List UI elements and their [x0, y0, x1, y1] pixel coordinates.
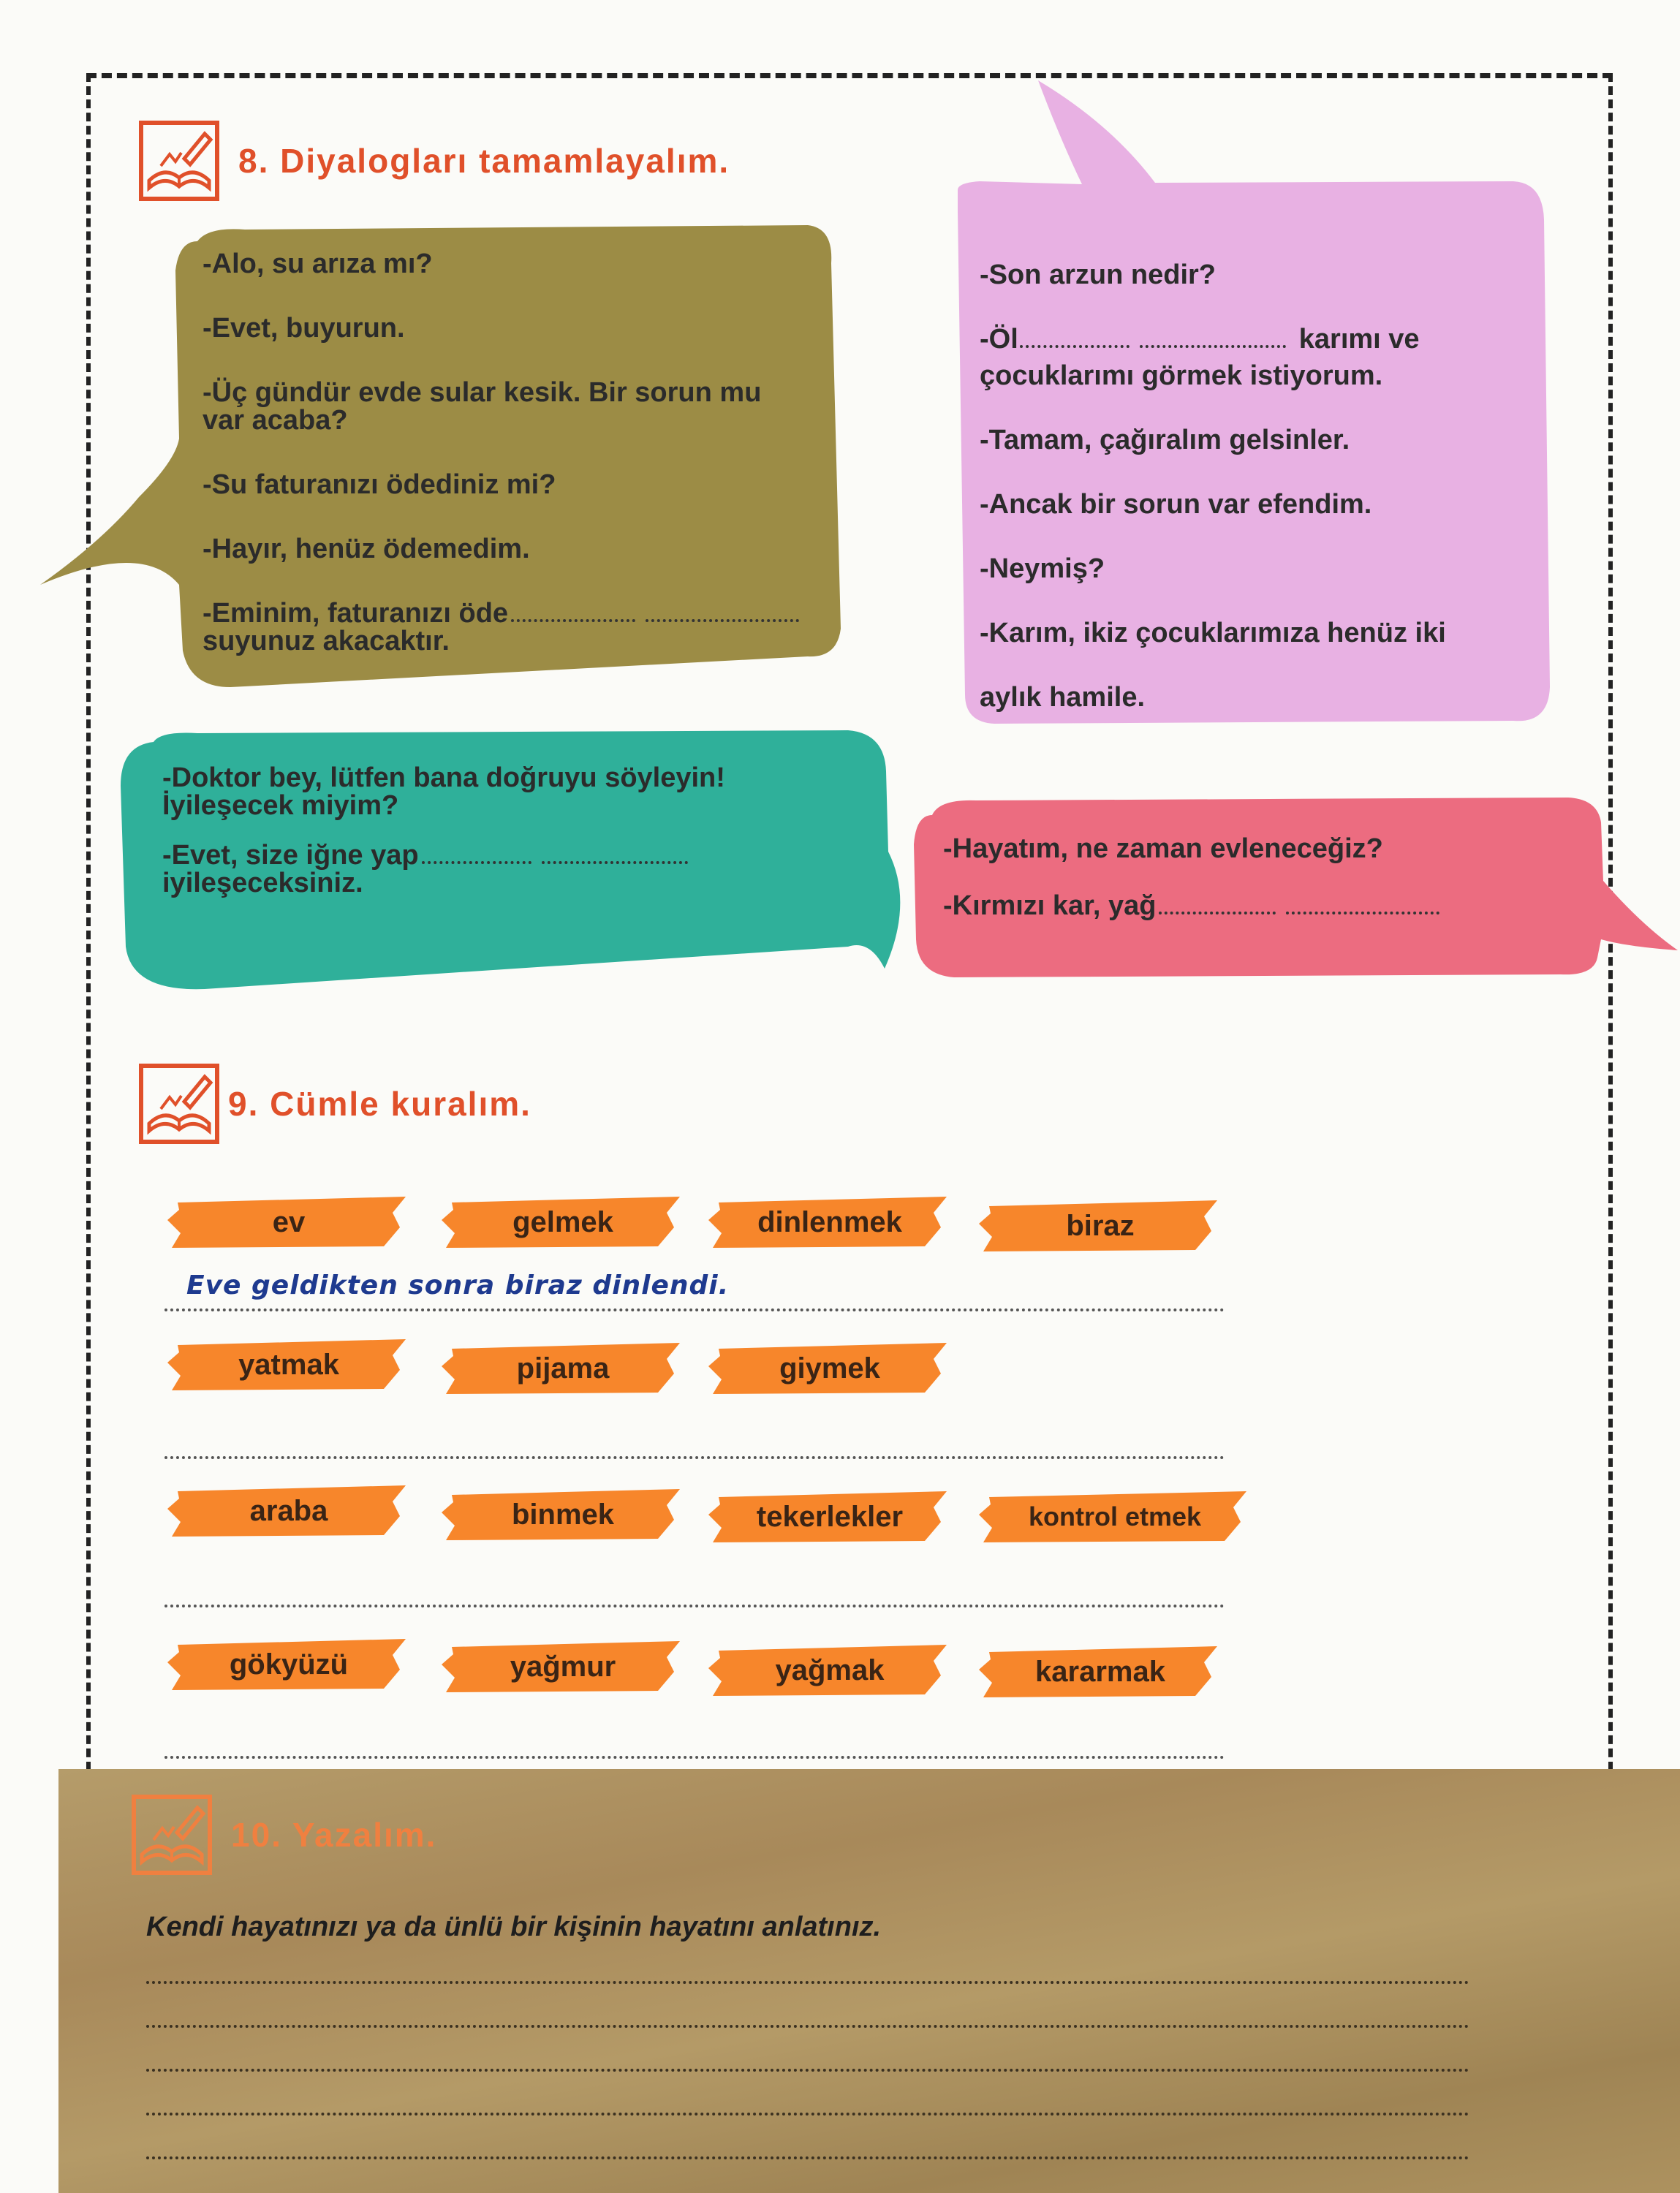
section-10-title: 10. Yazalım.: [231, 1816, 437, 1854]
word-chip: [976, 1199, 1225, 1253]
red-line-2: -Kırmızı kar, yağ: [943, 890, 1157, 921]
word-chip: [705, 1341, 954, 1395]
writing-book-icon: [132, 1795, 212, 1875]
section-10-header: [132, 1795, 436, 1875]
writing-line[interactable]: [146, 2156, 1469, 2159]
word-chip-label: yağmak: [775, 1654, 885, 1686]
teal-line-1: -Doktor bey, lütfen bana doğruyu söyleyin!: [162, 762, 725, 793]
word-chip-label: pijama: [516, 1352, 610, 1385]
olive-line-4: var acaba?: [203, 405, 348, 436]
writing-line[interactable]: [146, 2069, 1469, 2072]
teal-line-3: -Evet, size iğne yap: [162, 840, 419, 871]
olive-line-3: -Üç gündür evde sular kesik. Bir sorun mu: [203, 377, 762, 408]
answer-line[interactable]: [164, 1456, 1225, 1459]
answer-blank[interactable]: [542, 854, 688, 864]
writing-line[interactable]: [146, 1981, 1469, 1984]
word-chip: [976, 1490, 1254, 1544]
answer-blank[interactable]: [511, 612, 635, 622]
word-chip-label: gelmek: [512, 1205, 613, 1238]
olive-line-8: suyunuz akacaktır.: [203, 626, 450, 656]
word-chip: [705, 1490, 954, 1544]
answer-blank[interactable]: [1286, 904, 1439, 914]
word-chip: [164, 1637, 413, 1692]
answer-blank[interactable]: [1140, 338, 1286, 348]
writing-book-icon: [139, 1064, 219, 1144]
pink-line-3: çocuklarımı görmek istiyorum.: [980, 360, 1383, 391]
word-chip-label: kararmak: [1035, 1655, 1165, 1688]
answer-blank[interactable]: [1020, 338, 1130, 348]
word-chip: [705, 1195, 954, 1249]
section-9-header: [139, 1064, 531, 1144]
pink-line-2b: karımı ve: [1298, 324, 1420, 355]
writing-instruction: Kendi hayatınızı ya da ünlü bir kişinin hayatını anlatınız.: [146, 1912, 882, 1942]
teal-line-4: iyileşeceksiniz.: [162, 868, 363, 898]
answer-line[interactable]: [164, 1605, 1225, 1607]
pink-line-4: -Tamam, çağıralım gelsinler.: [980, 425, 1350, 455]
word-chip-label: binmek: [511, 1498, 615, 1531]
answer-blank[interactable]: [1159, 904, 1276, 914]
word-chip: [164, 1484, 413, 1538]
word-chip-label: tekerlekler: [756, 1500, 904, 1533]
teal-line-2: İyileşecek miyim?: [162, 790, 399, 821]
word-chip-label: dinlenmek: [757, 1205, 902, 1238]
section-9-title: 9. Cümle kuralım.: [228, 1085, 531, 1123]
word-chip: [705, 1643, 954, 1697]
pink-line-7: -Karım, ikiz çocuklarımıza henüz iki: [980, 618, 1446, 648]
olive-line-2: -Evet, buyurun.: [203, 313, 405, 344]
word-chip-label: kontrol etmek: [1028, 1501, 1202, 1531]
section-8-header: [139, 121, 730, 201]
word-chip-label: araba: [249, 1494, 328, 1527]
olive-line-7: -Eminim, faturanızı öde: [203, 598, 509, 629]
pink-line-1: -Son arzun nedir?: [980, 260, 1216, 290]
word-chip: [164, 1195, 413, 1249]
pink-line-8: aylık hamile.: [980, 682, 1146, 713]
example-answer: Eve geldikten sonra biraz dinlendi.: [186, 1270, 730, 1300]
word-chip: [439, 1640, 687, 1694]
word-chip-label: giymek: [779, 1352, 880, 1385]
answer-blank[interactable]: [646, 612, 799, 622]
word-chip-label: gökyüzü: [229, 1648, 349, 1681]
red-line-1: -Hayatım, ne zaman evleneceğiz?: [943, 833, 1383, 864]
olive-line-1: -Alo, su arıza mı?: [203, 249, 433, 279]
word-chip: [439, 1341, 687, 1395]
word-chip: [439, 1195, 687, 1249]
word-chip: [439, 1488, 687, 1542]
answer-line[interactable]: [164, 1756, 1225, 1759]
teal-speech-bubble: [117, 727, 892, 998]
word-chip-label: yatmak: [238, 1348, 339, 1381]
word-chip: [164, 1338, 413, 1392]
section-8-title: 8. Diyalogları tamamlayalım.: [238, 142, 730, 180]
word-chip-label: biraz: [1066, 1209, 1135, 1242]
pink-line-2: -Öl: [980, 324, 1018, 355]
answer-line[interactable]: [164, 1308, 1225, 1311]
olive-line-6: -Hayır, henüz ödemedim.: [203, 534, 530, 564]
answer-blank[interactable]: [422, 854, 531, 864]
pink-line-6: -Neymiş?: [980, 553, 1105, 584]
word-chip: [976, 1645, 1225, 1699]
pink-speech-bubble: [936, 80, 1550, 731]
word-chip-label: ev: [272, 1205, 306, 1238]
olive-line-5: -Su faturanızı ödediniz mi?: [203, 469, 556, 500]
word-chip-label: yağmur: [510, 1650, 616, 1683]
writing-line[interactable]: [146, 2113, 1469, 2116]
olive-speech-bubble: [33, 219, 837, 694]
red-speech-bubble: [910, 793, 1678, 980]
writing-line[interactable]: [146, 2025, 1469, 2028]
pink-line-5: -Ancak bir sorun var efendim.: [980, 489, 1372, 520]
writing-book-icon: [139, 121, 219, 201]
